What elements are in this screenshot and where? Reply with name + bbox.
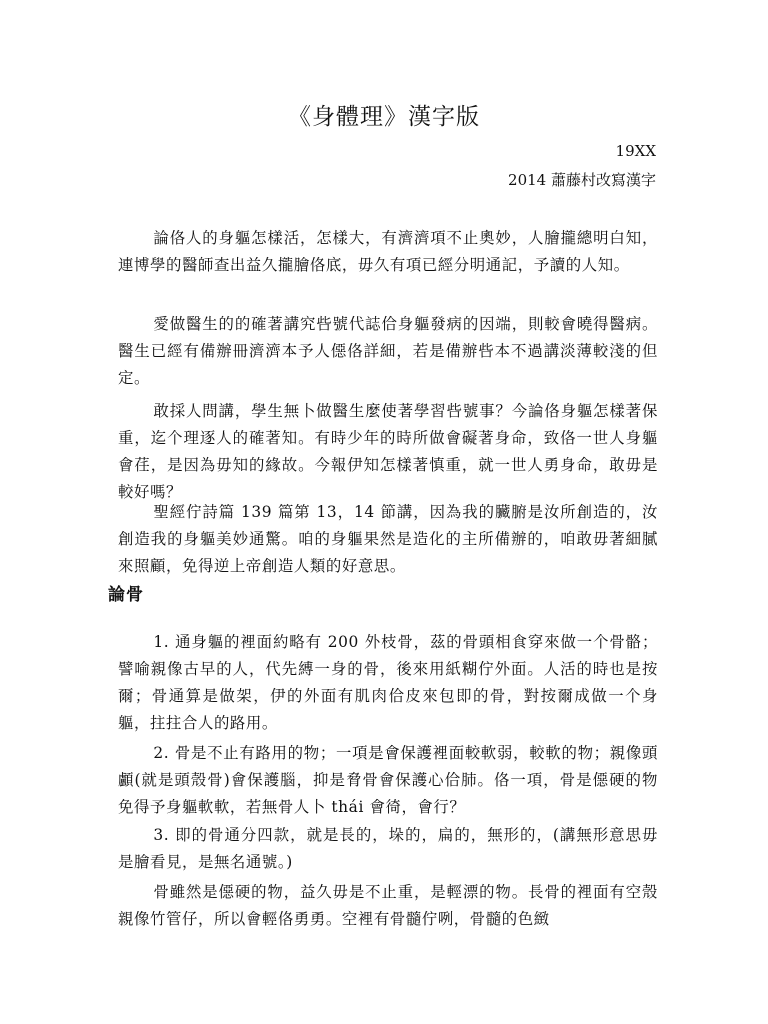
intro-paragraph-4: 聖經佇詩篇 139 篇第 13，14 節講，因為我的臟腑是汝所創造的，汝創造我的身軀美妙通驚。咱的身軀果然是造化的主所備辦的，咱敢毋著細膩來照顧，免得逆上帝創造人類的好意思。	[118, 503, 658, 575]
document-credit: 2014 蕭藤村改寫漢字	[508, 171, 656, 189]
section-paragraph-4: 骨雖然是僫硬的物，益久毋是不止重，是輕漂的物。長骨的裡面有空殼親像竹管仔，所以會輕佫勇勇。空裡有骨髓佇咧，骨髓的色緻	[118, 883, 658, 928]
document-title: 《身體理》漢字版	[288, 104, 480, 130]
document-year: 19XX	[615, 142, 656, 160]
section-heading: 論骨	[108, 585, 144, 605]
intro-paragraph-3: 敢採人問講，學生無卜做醫生麼使著學習呰號事？今論佫身軀怎樣著保重，迄个理逐人的確著知。有時少年的時所做會礙著身命，致佫一世人身軀會荏，是因為毋知的緣故。今報伊知怎樣著慎重，就一世人勇身命，敢毋是較好嗎？	[118, 402, 658, 501]
section-paragraph-2: 2. 骨是不止有路用的物；一項是會保護裡面較軟弱，較軟的物；親像頭顱(就是頭殼骨)會保護腦，抑是脅骨會保護心佮肺。佫一項，骨是僫硬的物免得予身軀軟軟，若無骨人卜 thái 會徛，會行？	[118, 744, 658, 816]
section-paragraph-1: 1. 通身軀的裡面約略有 200 外枝骨，茲的骨頭相食穿來做一个骨骼；譬喻親像古早的人，代先縛一身的骨，後來用紙糊佇外面。人活的時也是按爾；骨通算是做架，伊的外面有肌肉佮皮來包即的骨，對按爾成做一个身軀，拄拄合人的路用。	[118, 633, 658, 732]
intro-paragraph-2: 愛做醫生的的確著講究呰號代誌佮身軀發病的因端，則較會曉得醫病。醫生已經有備辦冊濟濟本予人僫佫詳細，若是備辦呰本不過講淡薄較淺的但定。	[118, 315, 658, 387]
section-paragraph-3: 3. 即的骨通分四款，就是長的，垛的，扁的，無形的，(講無形意思毋是膾看見，是無名通號。)	[118, 826, 658, 871]
intro-paragraph-1: 論佫人的身軀怎樣活，怎樣大，有濟濟項不止奧妙，人膾攏總明白知，連博學的醫師查出益久攏膾佫底，毋久有項已經分明通記，予讀的人知。	[118, 229, 658, 274]
